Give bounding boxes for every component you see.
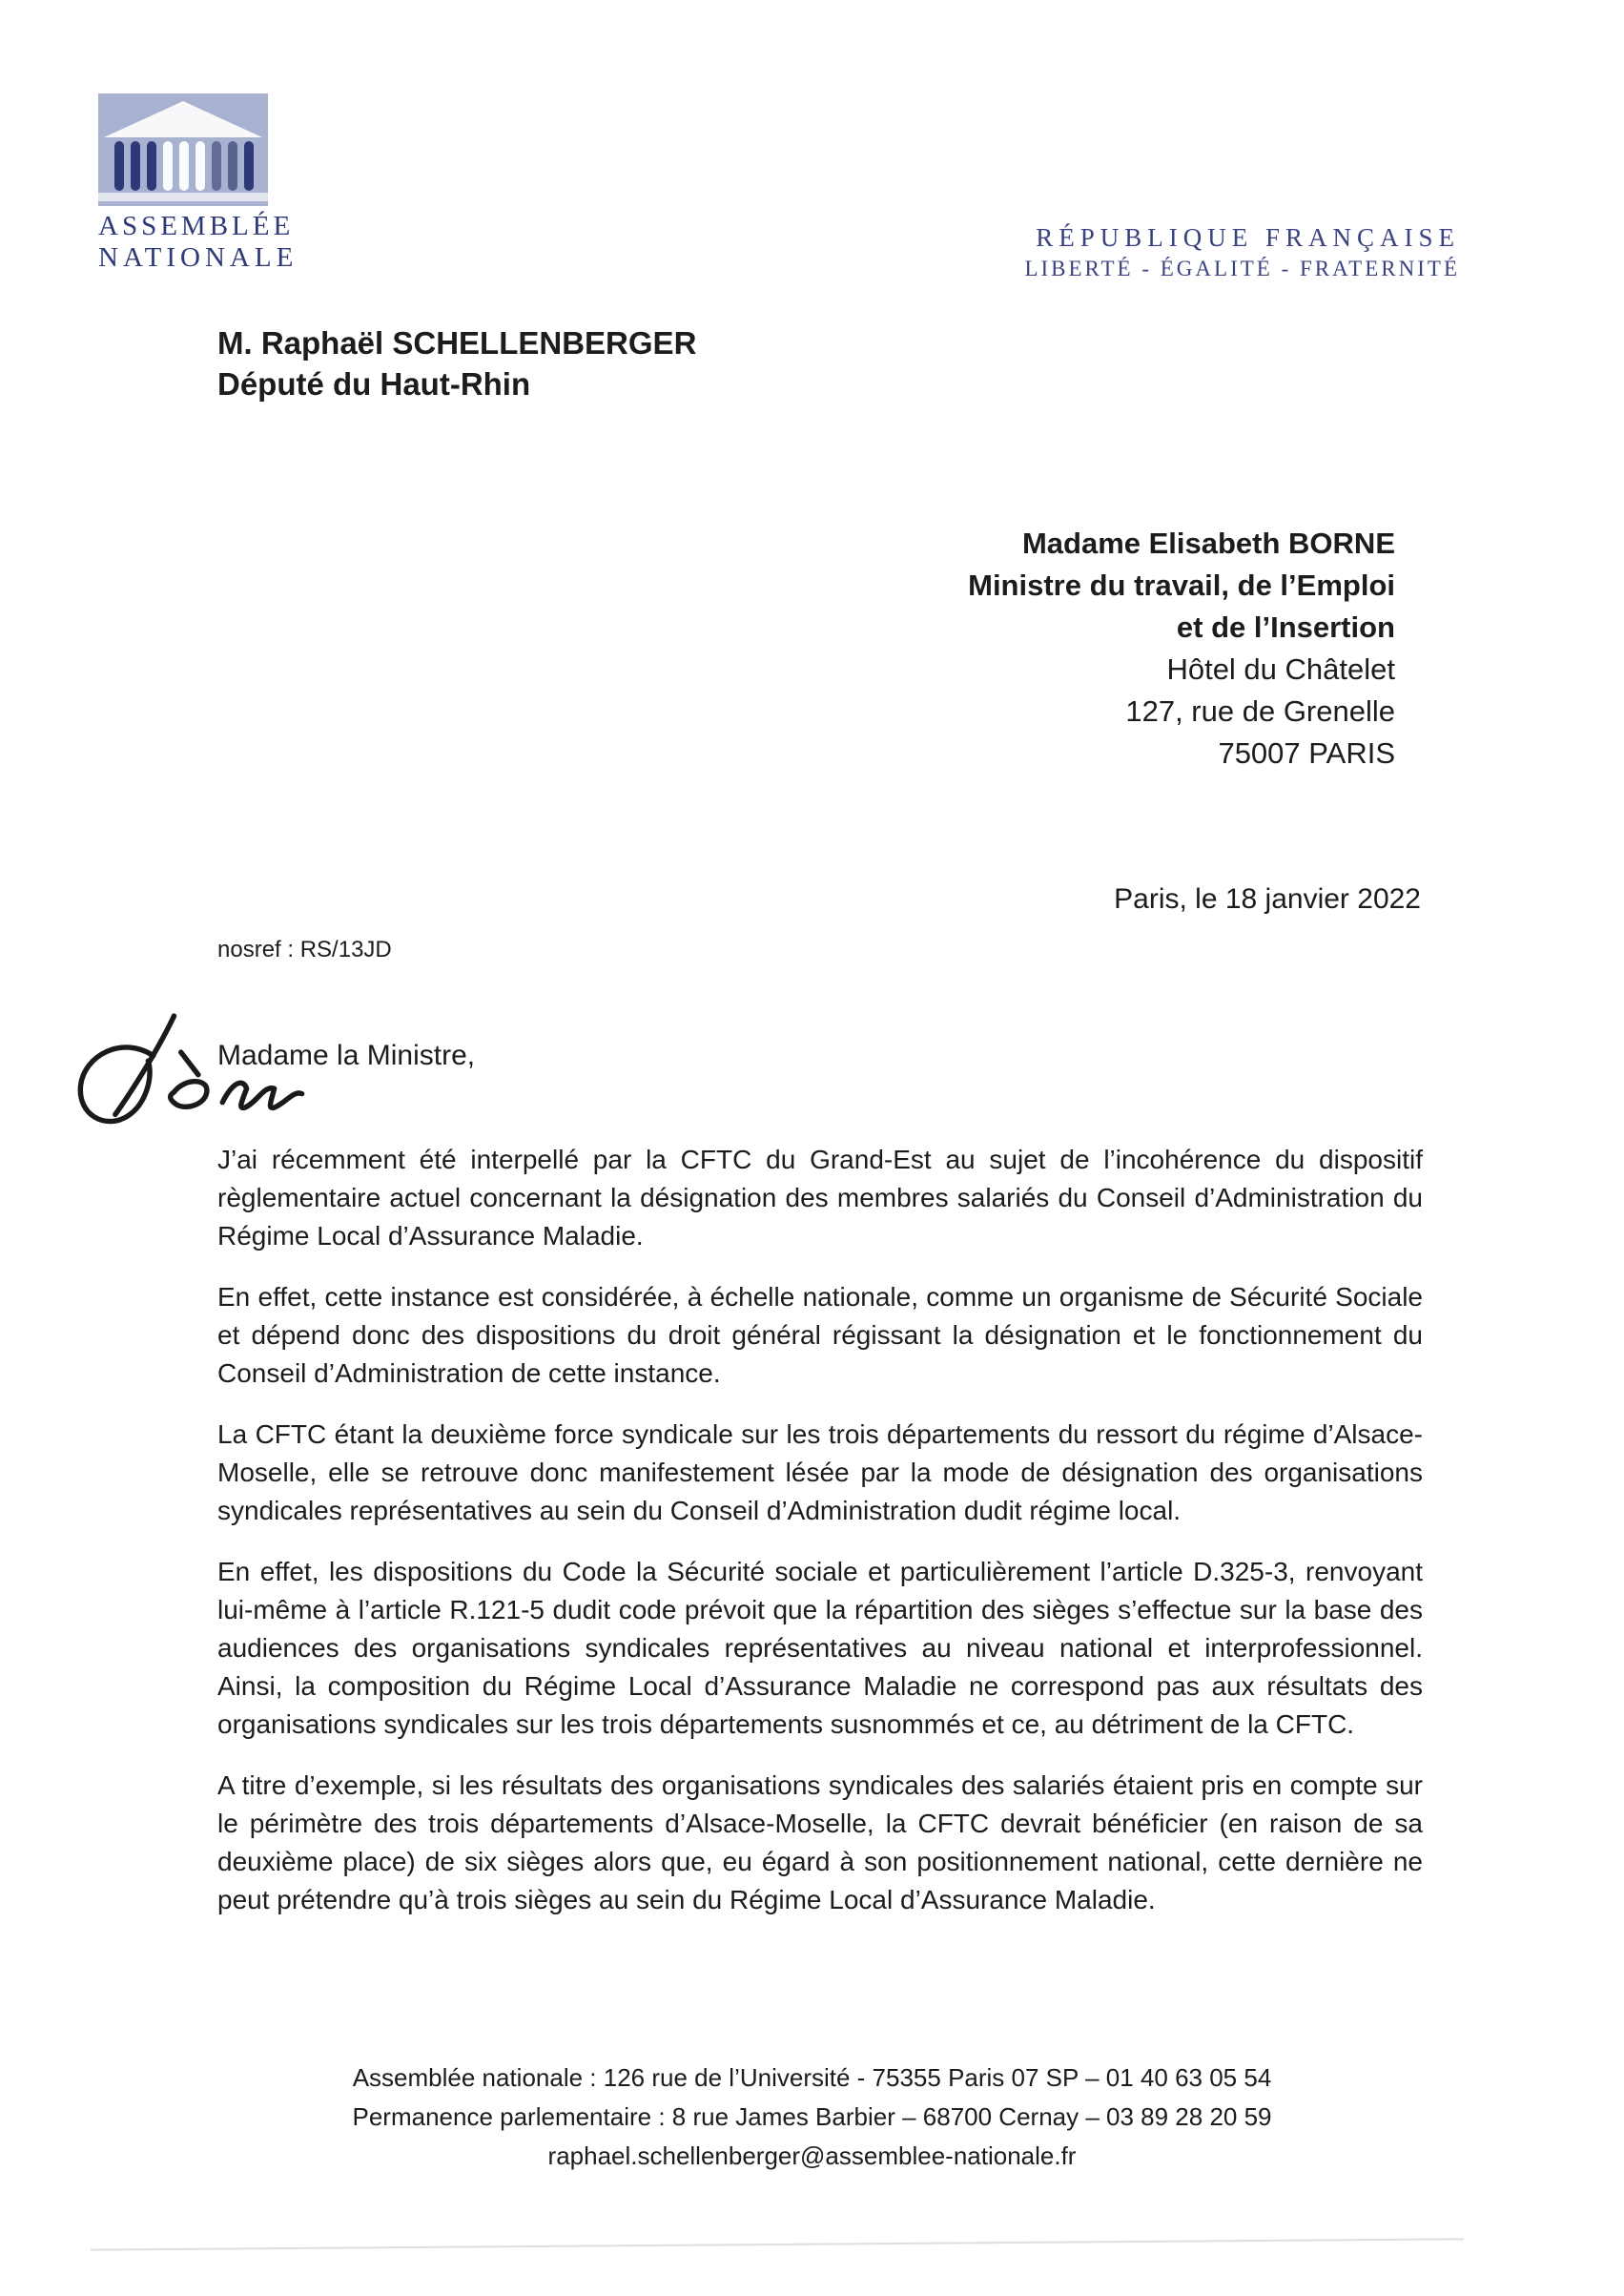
handwritten-chere-annotation xyxy=(50,1007,326,1146)
recipient-title-line2: et de l’Insertion xyxy=(1176,610,1395,644)
paragraph-2: En effet, cette instance est considérée, à échelle nationale, comme un organisme de Sécurité Sociale et dépend donc des dispositions du droit général régissant la désignation et le fonctionnement du Conseil d’Administration de cette instance. xyxy=(217,1282,1423,1388)
logo-caption xyxy=(98,211,298,274)
recipient-address-line1: Hôtel du Châtelet xyxy=(1166,652,1395,686)
footer-assemblee-address: Assemblée nationale : 126 rue de l’Université - 75355 Paris 07 SP – 01 40 63 05 54 xyxy=(352,2063,1272,2092)
paragraph-3: La CFTC étant la deuxième force syndicale sur les trois départements du ressort du régime d’Alsace-Moselle, elle se retrouve donc manifestement lésée par la mode de désignation des organisations syndicales représentatives au sein du Conseil d’Administration dudit régime local. xyxy=(217,1419,1423,1525)
recipient-title-line1: Ministre du travail, de l’Emploi xyxy=(968,569,1395,602)
paragraph-1: J’ai récemment été interpellé par la CFTC du Grand-Est au sujet de l’incohérence du dispositif règlementaire actuel concernant la désignation des membres salariés du Conseil d’Administration du Régime Local d’Assurance Maladie. xyxy=(217,1145,1423,1251)
logo-text-line2: NATIONALE xyxy=(98,242,298,273)
recipient-name: Madame Elisabeth BORNE xyxy=(1021,527,1395,560)
parliament-building-icon xyxy=(98,93,268,206)
salutation-text: Madame la Ministre, xyxy=(217,1040,476,1071)
letter-footer xyxy=(0,2058,1624,2176)
letter-body xyxy=(217,1141,1423,1942)
paragraph-5: A titre d’exemple, si les résultats des organisations syndicales des salariés étaient pris en compte sur le périmètre des trois départements d’Alsace-Moselle, la CFTC devrait bénéficier (en raison de sa deuxième place) de six sièges alors que, eu égard à son positionnement national, cette dernière ne peut prétendre qu’à trois sièges au sein du Régime Local d’Assurance Maladie. xyxy=(217,1770,1423,1914)
liberte-egalite-fraternite-text: LIBERTÉ - ÉGALITÉ - FRATERNITÉ xyxy=(1024,257,1460,280)
date-line: Paris, le 18 janvier 2022 xyxy=(1114,883,1421,915)
republique-francaise-text: RÉPUBLIQUE FRANÇAISE xyxy=(1036,223,1460,252)
footer-permanence-address: Permanence parlementaire : 8 rue James Barbier – 68700 Cernay – 03 89 28 20 59 xyxy=(352,2102,1272,2131)
republique-francaise-block xyxy=(1024,221,1460,284)
paragraph-4: En effet, les dispositions du Code la Sécurité sociale et particulièrement l’article D.325-3, renvoyant lui-même à l’article R.121-5 dudit code prévoit que la répartition des sièges s’effectue sur la base des audiences des organisations syndicales représentatives au niveau national et interprofessionnel. Ainsi, la composition du Régime Local d’Assurance Maladie ne correspond pas aux résultats des organisations syndicales sur les trois départements susnommés et ce, au détriment de la CFTC. xyxy=(217,1557,1423,1739)
sender-title: Député du Haut-Rhin xyxy=(217,366,531,402)
recipient-address-line3: 75007 PARIS xyxy=(1218,736,1395,770)
sender-block xyxy=(217,322,696,404)
logo-text-line1: ASSEMBLÉE xyxy=(98,211,295,241)
sender-name: M. Raphaël SCHELLENBERGER xyxy=(217,325,697,361)
recipient-address-line2: 127, rue de Grenelle xyxy=(1125,694,1395,728)
recipient-block xyxy=(968,523,1395,775)
scan-artifact-line xyxy=(91,2238,1464,2250)
footer-email: raphael.schellenberger@assemblee-nationale.fr xyxy=(547,2141,1077,2170)
assemblee-nationale-logo xyxy=(98,93,298,274)
reference-line: nosref : RS/13JD xyxy=(217,937,392,962)
